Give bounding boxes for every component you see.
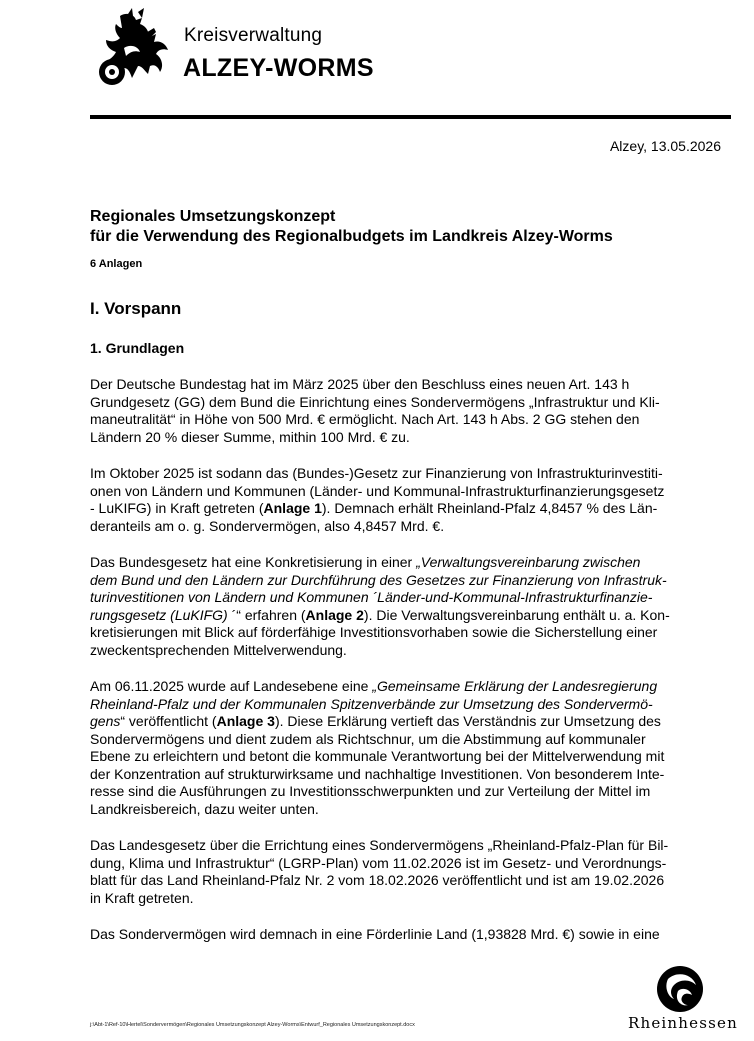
text-line: Grundgesetz (GG) dem Bund die Einrichtung eines Sondervermögens „Infrastruktur und Kli- [90,393,660,410]
attachment-ref: Anlage 2 [305,606,364,623]
dragon-with-lute-icon [88,8,178,92]
text-line: maneutralität“ in Höhe von 500 Mrd. € ermöglicht. Nach Art. 143 h Abs. 2 GG stehen den [90,411,640,427]
italic-run: turinvestitionen von Ländern und Kommunen ´Länder-und-Kommunal-Infrastrukturfinanzie- [90,589,653,605]
italic-run: Rheinland-Pfalz und der Kommunalen Spitzenverbände zur Umsetzung des Sondervermö- [90,695,653,712]
paragraph-1 [90,376,730,446]
title-line2: für die Verwendung des Regionalbudgets im Landkreis Alzey-Worms [90,228,613,245]
italic-run: gens [90,713,121,729]
section-heading: I. Vorspann [90,299,182,318]
paragraph-5 [90,837,730,907]
text-line: zweckentsprechenden Mittelverwendung. [90,641,347,658]
document-date: Alzey, 13.05.2026 [609,138,721,154]
text-line: resse sind die Ausführungen zu Investitionsschwerpunkten und zur Verteilung der Mittel im [90,783,651,799]
text-line: Ebene zu erleichtern und betont die kommunale Verantwortung bei der Mittelverwendung mit [90,748,665,764]
text-line: Das Landesgesetz über die Errichtung eines Sondervermögens „Rheinland-Pfalz-Plan für Bil- [90,837,669,853]
text-line: Im Oktober 2025 ist sodann das (Bundes-)Gesetz zur Finanzierung von Infrastrukturinvestiti- [90,465,663,481]
text-line [90,572,730,590]
document-body [90,207,730,944]
text-line: Das Sondervermögen wird demnach in eine Förderlinie Land (1,93828 Mrd. €) sowie in eine [90,926,660,942]
text-run: ). Diese Erklärung vertieft das Verständnis zur Umsetzung des [274,713,661,729]
text-line: deranteils am o. g. Sondervermögen, also 4,8457 Mrd. €. [90,517,445,534]
text-line: der Konzentration auf strukturwirksame und nachhaltige Investitionen. Von besonderem Inte- [90,765,665,782]
rheinhessen-swirl-icon [624,963,734,1015]
text-run: Am 06.11.2025 wurde auf Landesebene eine [90,678,373,694]
header-rule [90,115,731,119]
paragraph-3 [90,554,730,659]
text-run: ´“ erfahren ( [227,606,306,623]
text-line: blatt für das Land Rheinland-Pfalz Nr. 2 vom 18.02.2026 veröffentlicht und ist am 19.02.2026 [90,872,665,888]
text-line [90,500,730,518]
attachment-ref: Anlage 1 [263,500,322,516]
paragraph-6 [90,926,730,944]
text-run: ). Demnach erhält Rheinland-Pfalz 4,8457 % des Län- [321,500,658,516]
text-run: - LuKIFG) in Kraft getreten ( [90,500,264,516]
text-line: in Kraft getreten. [90,889,194,906]
document-title [90,207,730,247]
text-run: “ veröffentlicht ( [120,713,217,729]
rheinhessen-brand: Rheinhessen [628,1014,738,1032]
italic-run: rungsgesetz (LuKIFG) [90,606,228,623]
org-name-line2: ALZEY-WORMS [183,54,374,82]
paragraph-2 [90,465,730,535]
subsection-heading: 1. Grundlagen [90,340,185,356]
title-line1: Regionales Umsetzungskonzept [90,208,336,225]
italic-run: „Gemeinsame Erklärung der Landesregierung [372,678,658,694]
org-name-line1: Kreisverwaltung [184,25,323,46]
text-line [90,554,730,572]
footer-file-path: j:\Abt-1\Ref-10\Hertel\Sondervermögen\Regionales Umsetzungskonzept Alzey-Worms\Entwurf_Regionales Umsetzungskonzept.docx [90,1022,415,1028]
text-line: kretisierungen mit Blick auf förderfähige Investitionsvorhaben sowie die Sicherstellung einer [90,624,658,640]
text-line: dung, Klima und Infrastruktur“ (LGRP-Plan) vom 11.02.2026 ist im Gesetz- und Verordnungs- [90,854,667,871]
text-line: Sondervermögens und dient zudem als Richtschnur, um die Abstimmung auf kommunaler [90,730,646,747]
text-run: Das Bundesgesetz hat eine Konkretisierung in einer [90,554,417,570]
text-line: Landkreisbereich, dazu weiter unten. [90,800,319,817]
italic-run: „Verwaltungsvereinbarung zwischen [416,554,641,570]
text-run: ). Die Verwaltungsvereinbarung enthält u. a. Kon- [363,606,670,623]
paragraph-4 [90,678,730,818]
text-line [90,713,730,731]
attachment-ref: Anlage 3 [216,713,275,729]
text-line [90,607,730,625]
text-line [90,678,730,696]
text-line [90,589,730,607]
text-line: onen von Ländern und Kommunen (Länder- und Kommunal-Infrastrukturfinanzierungsgesetz [90,482,665,499]
italic-run: dem Bund und den Ländern zur Durchführung des Gesetzes zur Finanzierung von Infrastruk- [90,571,667,588]
attachments-count: 6 Anlagen [90,258,143,270]
text-line: Der Deutsche Bundestag hat im März 2025 über den Beschluss eines neuen Art. 143 h [90,376,630,392]
text-line: Ländern 20 % dieser Summe, mithin 100 Mrd. € zu. [90,428,410,445]
text-line [90,696,730,714]
header-logo [88,8,408,92]
